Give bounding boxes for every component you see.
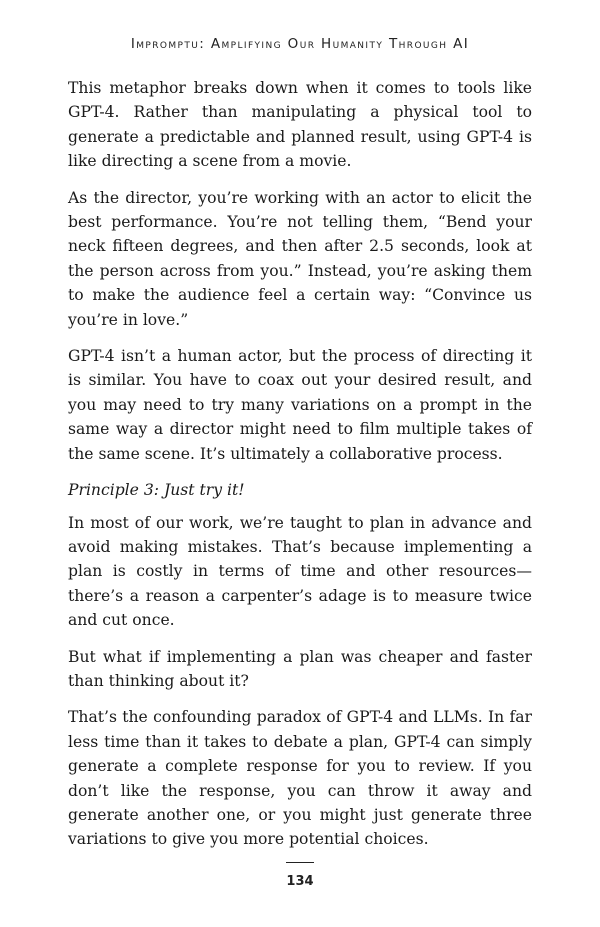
paragraph: In most of our work, we’re taught to plan in advance and avoid making mistakes. That’s because implementing a plan is costly in terms of time and other resources—there’s a reason a carpenter’s adage is to measure twice and cut once.: [68, 513, 532, 630]
paragraph: GPT-4 isn’t a human actor, but the process of directing it is similar. You have to coax out your desired result, and you may need to try many variations on a prompt in the same way a director might need to film multiple takes of the same scene. It’s ultimately a collaborative process.: [68, 347, 532, 463]
page-number: 134: [286, 874, 314, 889]
paragraph: That’s the confounding paradox of GPT-4 and LLMs. In far less time than it takes to debate a plan, GPT-4 can simply generate a complete response for you to review. If you don’t like the response, you can throw it away and generate another one, or you might just generate three variations to give you more potential choices.: [68, 708, 532, 849]
paragraph: This metaphor breaks down when it comes to tools like GPT-4. Rather than manipulating a physical tool to generate a predictable and planned result, using GPT-4 is like directing a scene from a movie.: [68, 79, 532, 171]
page-footer: [0, 862, 600, 890]
body-text: [68, 76, 532, 864]
section-subheading: Principle 3: Just try it!: [68, 481, 245, 500]
paragraph: But what if implementing a plan was cheaper and faster than thinking about it?: [68, 647, 532, 690]
footer-rule: [286, 862, 314, 863]
paragraph: As the director, you’re working with an actor to elicit the best performance. You’re not telling them, “Bend your neck fifteen degrees, and then after 2.5 seconds, look at the person across from you.” Instead, you’re asking them to make the audience feel a certain way: “Convince us you’re in love.”: [68, 188, 532, 329]
running-head: Impromptu: Amplifying Our Humanity Through AI: [130, 36, 470, 52]
